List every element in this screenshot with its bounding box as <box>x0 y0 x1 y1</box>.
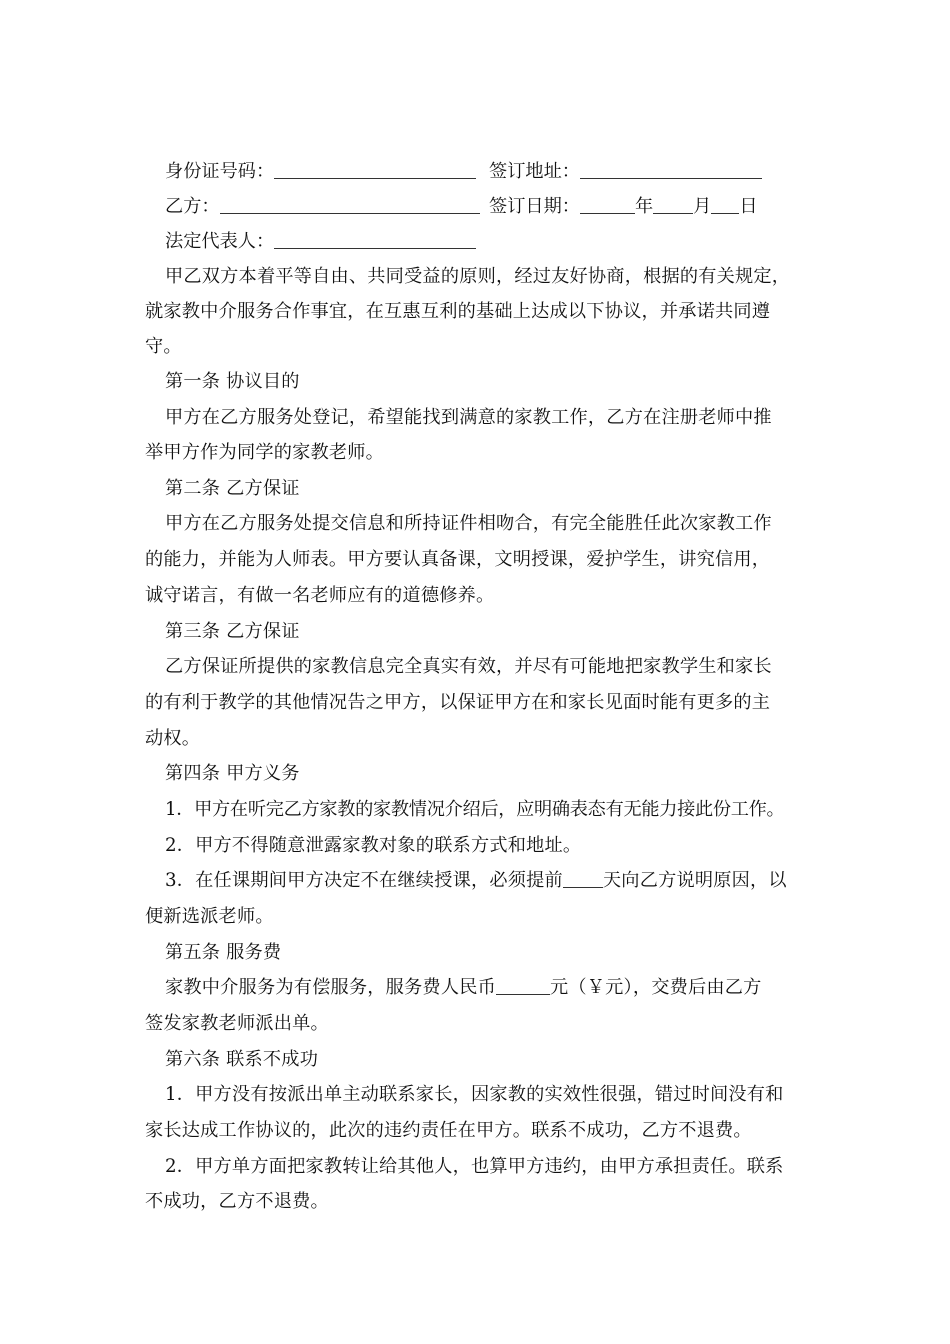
article-6-item-2-line-1: 2．甲方单方面把家教转让给其他人，也算甲方违约，由甲方承担责任。联系 <box>165 1156 784 1177</box>
legal-rep-blank <box>274 230 476 249</box>
party-b-row <box>165 195 480 219</box>
sign-date-row <box>489 195 758 219</box>
article-2-title: 第二条 乙方保证 <box>165 478 300 499</box>
article-4-item-3-part-b: 天向乙方说明原因，以 <box>602 870 787 891</box>
article-4-item-3-cont: 便新选派老师。 <box>145 906 274 927</box>
id-number-row <box>165 160 476 184</box>
sign-place-blank <box>580 160 762 179</box>
intro-line-1: 甲乙双方本着平等自由、共同受益的原则，经过友好协商，根据的有关规定， <box>165 266 791 287</box>
article-5-line-1-part-b: 元（￥元），交费后由乙方 <box>549 977 762 998</box>
year-blank <box>580 195 635 214</box>
party-b-label: 乙方： <box>165 196 220 217</box>
article-3-line-2: 的有利于教学的其他情况告之甲方，以保证甲方在和家长见面时能有更多的主 <box>145 692 771 713</box>
article-4-item-2: 2．甲方不得随意泄露家教对象的联系方式和地址。 <box>165 835 582 856</box>
article-3-line-1: 乙方保证所提供的家教信息完全真实有效，并尽有可能地把家教学生和家长 <box>165 656 772 677</box>
id-number-label: 身份证号码： <box>165 161 275 182</box>
party-b-blank <box>220 195 480 214</box>
article-3-title: 第三条 乙方保证 <box>165 621 300 642</box>
legal-rep-row <box>165 230 476 254</box>
intro-line-2: 就家教中介服务合作事宜，在互惠互利的基础上达成以下协议，并承诺共同遵 <box>145 301 771 322</box>
intro-line-3: 守。 <box>145 336 182 357</box>
article-5-title: 第五条 服务费 <box>165 942 282 963</box>
article-4-item-1: 1．甲方在听完乙方家教的家教情况介绍后，应明确表态有无能力接此份工作。 <box>165 799 785 820</box>
year-char: 年 <box>634 196 654 217</box>
day-blank <box>711 195 739 214</box>
article-2-line-2: 的能力，并能为人师表。甲方要认真备课，文明授课，爱护学生，讲究信用， <box>145 549 771 570</box>
sign-place-label: 签订地址： <box>489 161 580 182</box>
legal-rep-label: 法定代表人： <box>165 231 275 252</box>
sign-place-row <box>489 160 762 184</box>
article-6-item-2-line-2: 不成功，乙方不退费。 <box>145 1191 329 1212</box>
article-6-title: 第六条 联系不成功 <box>165 1049 319 1070</box>
article-2-line-3: 诚守诺言，有做一名老师应有的道德修养。 <box>145 585 495 606</box>
day-char: 日 <box>739 196 758 217</box>
article-1-line-2: 举甲方作为同学的家教老师。 <box>145 442 385 463</box>
article-4-item-3 <box>165 869 787 893</box>
article-1-title: 第一条 协议目的 <box>165 371 300 392</box>
notice-days-blank <box>563 869 603 888</box>
id-number-blank <box>274 160 476 179</box>
article-5-line-1-part-a: 家教中介服务为有偿服务，服务费人民币 <box>165 977 496 998</box>
article-5-line-2: 签发家教老师派出单。 <box>145 1013 329 1034</box>
article-6-item-1-line-1: 1．甲方没有按派出单主动联系家长，因家教的实效性很强，错过时间没有和 <box>165 1084 784 1105</box>
article-3-line-3: 动权。 <box>145 728 201 749</box>
article-1-line-1: 甲方在乙方服务处登记，希望能找到满意的家教工作，乙方在注册老师中推 <box>165 407 772 428</box>
month-char: 月 <box>693 196 712 217</box>
article-6-item-1-line-2: 家长达成工作协议的，此次的违约责任在甲方。联系不成功，乙方不退费。 <box>145 1120 752 1141</box>
sign-date-label: 签订日期： <box>489 196 580 217</box>
article-4-title: 第四条 甲方义务 <box>165 763 300 784</box>
article-4-item-3-part-a: 3．在任课期间甲方决定不在继续授课，必须提前 <box>165 870 563 891</box>
month-blank <box>653 195 693 214</box>
fee-amount-blank <box>496 976 550 995</box>
article-5-line-1 <box>165 976 762 1000</box>
article-2-line-1: 甲方在乙方服务处提交信息和所持证件相吻合，有完全能胜任此次家教工作 <box>165 513 772 534</box>
